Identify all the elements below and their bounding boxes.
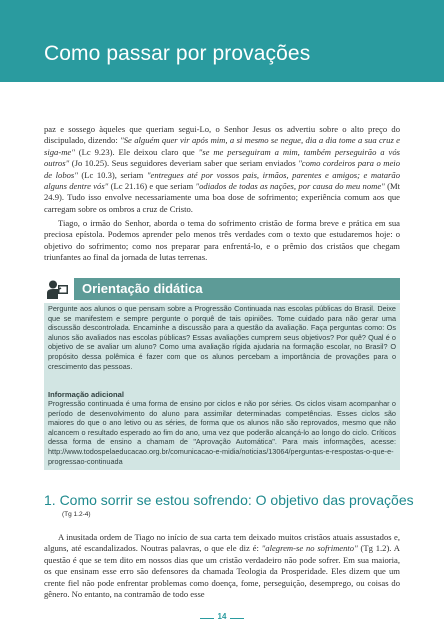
page-number: 14: [217, 612, 227, 621]
section-reference: (Tg 1.2-4): [62, 511, 91, 518]
orientacao-title-bar: [74, 278, 400, 300]
orientacao-header: [44, 278, 400, 300]
footer-rule-right: [230, 618, 244, 619]
section-heading: 1. Como sorrir se estou sofrendo: O objetivo das provações: [44, 492, 414, 508]
header-band: [0, 0, 444, 82]
paragraph-2: Tiago, o irmão do Senhor, aborda o tema do sofrimento cristão de forma breve e prática em sua preciosa epístola. Podemos aprender pelo menos três verdades com o texto que estudaremos hoje: o objetivo do sofrimento; como nos preparar para enfrentá-lo, e o prêmio dos cristãos que chegam triunfantes ao final da jornada de lutas terrenas.: [44, 218, 400, 263]
informacao-adicional-heading: Informação adicional: [48, 390, 124, 399]
orientacao-text: Pergunte aos alunos o que pensam sobre a Progressão Continuada nas escolas públicas do Brasil. Deixe que se manifestem e sempre pergunte o porquê de tais opiniões. Tome cuidado para não gerar uma discussão descontrolada. Encaminhe a discussão para a questão da avaliação. Faça perguntas como: Os alunos são avaliados nas escolas públicas? Essas avaliações cumprem seus objetivos? Por quê? Qual é o objetivo de se avaliar um aluno? Como uma avaliação rígida ajudaria na formação escolar, no Brasil? O propósito dessa polêmica é fazer com que os alunos percebam a importância de provações para o crescimento das pessoas.: [48, 304, 396, 371]
orientacao-content: [44, 303, 400, 470]
orientacao-title: Orientação didática: [82, 281, 203, 296]
orientacao-didatica-box: [44, 278, 400, 470]
paragraph-3: A inusitada ordem de Tiago no início de sua carta tem deixado muitos cristãos atuais assustados e, alguns, até escandalizados. Noutras palavras, o que ele diz é: "alegrem-se no sofrimento" (Tg 1.2). A questão é que se tem dito em nossos dias que um cristão verdadeiro não pode sofrer. Em sua maioria, os que ensinam esse erro são defensores da chamada Teologia da Prosperidade. Eles dizem que um crente fiel não pode enfrentar problemas como doença, fome, perseguição, desemprego, ou coisas do gênero. No entanto, na contramão de todo esse: [44, 532, 400, 600]
page-footer: [0, 612, 444, 624]
footer-rule-left: [200, 618, 214, 619]
page-title: Como passar por provações: [44, 42, 311, 65]
informacao-adicional-text: Progressão continuada é uma forma de ensino por ciclos e não por séries. Os ciclos visam acompanhar o período de desenvolvimento do aluno para assimilar determinadas competências. Esses ciclos são maiores do que o ano letivo ou as séries, de forma que os alunos não são reprovados, mesmo que não alcancem o resultado esperado ao fim do ano, uma vez que poderão alcançá-lo ao longo do ciclo. Críticos dessa forma de ensino a chamam de "Aprovação Automática". Para mais informações, acesse: http://www.todospelaeducacao.org.br/comunicacao-e-midia/noticias/13064/perguntas-e-respostas-o-que-e-progressao-continuada: [48, 399, 396, 466]
teacher-icon: [44, 278, 74, 300]
paragraph-1: paz e sossego àqueles que queriam segui-Lo, o Senhor Jesus os advertiu sobre o alto preço do discipulado, dizendo: "Se alguém quer vir após mim, a si mesmo se negue, dia a dia tome a sua cruz e siga-me" (Lc 9.23). Ele deixou claro que "se me perseguiram a mim, também perseguirão a vós outros" (Jo 10.25). Seus seguidores deveriam saber que seriam enviados "como cordeiros para o meio de lobos" (Lc 10.3), seriam "entregues até por vossos pais, irmãos, parentes e amigos; e matarão alguns dentre vós" (Lc 21.16) e que seriam "odiados de todas as nações, por causa do meu nome" (Mt 24.9). Tudo isso envolve necessariamente uma boa dose de sofrimento; experiência comum aos que carregam sobre os ombros a cruz de Cristo.: [44, 124, 400, 214]
